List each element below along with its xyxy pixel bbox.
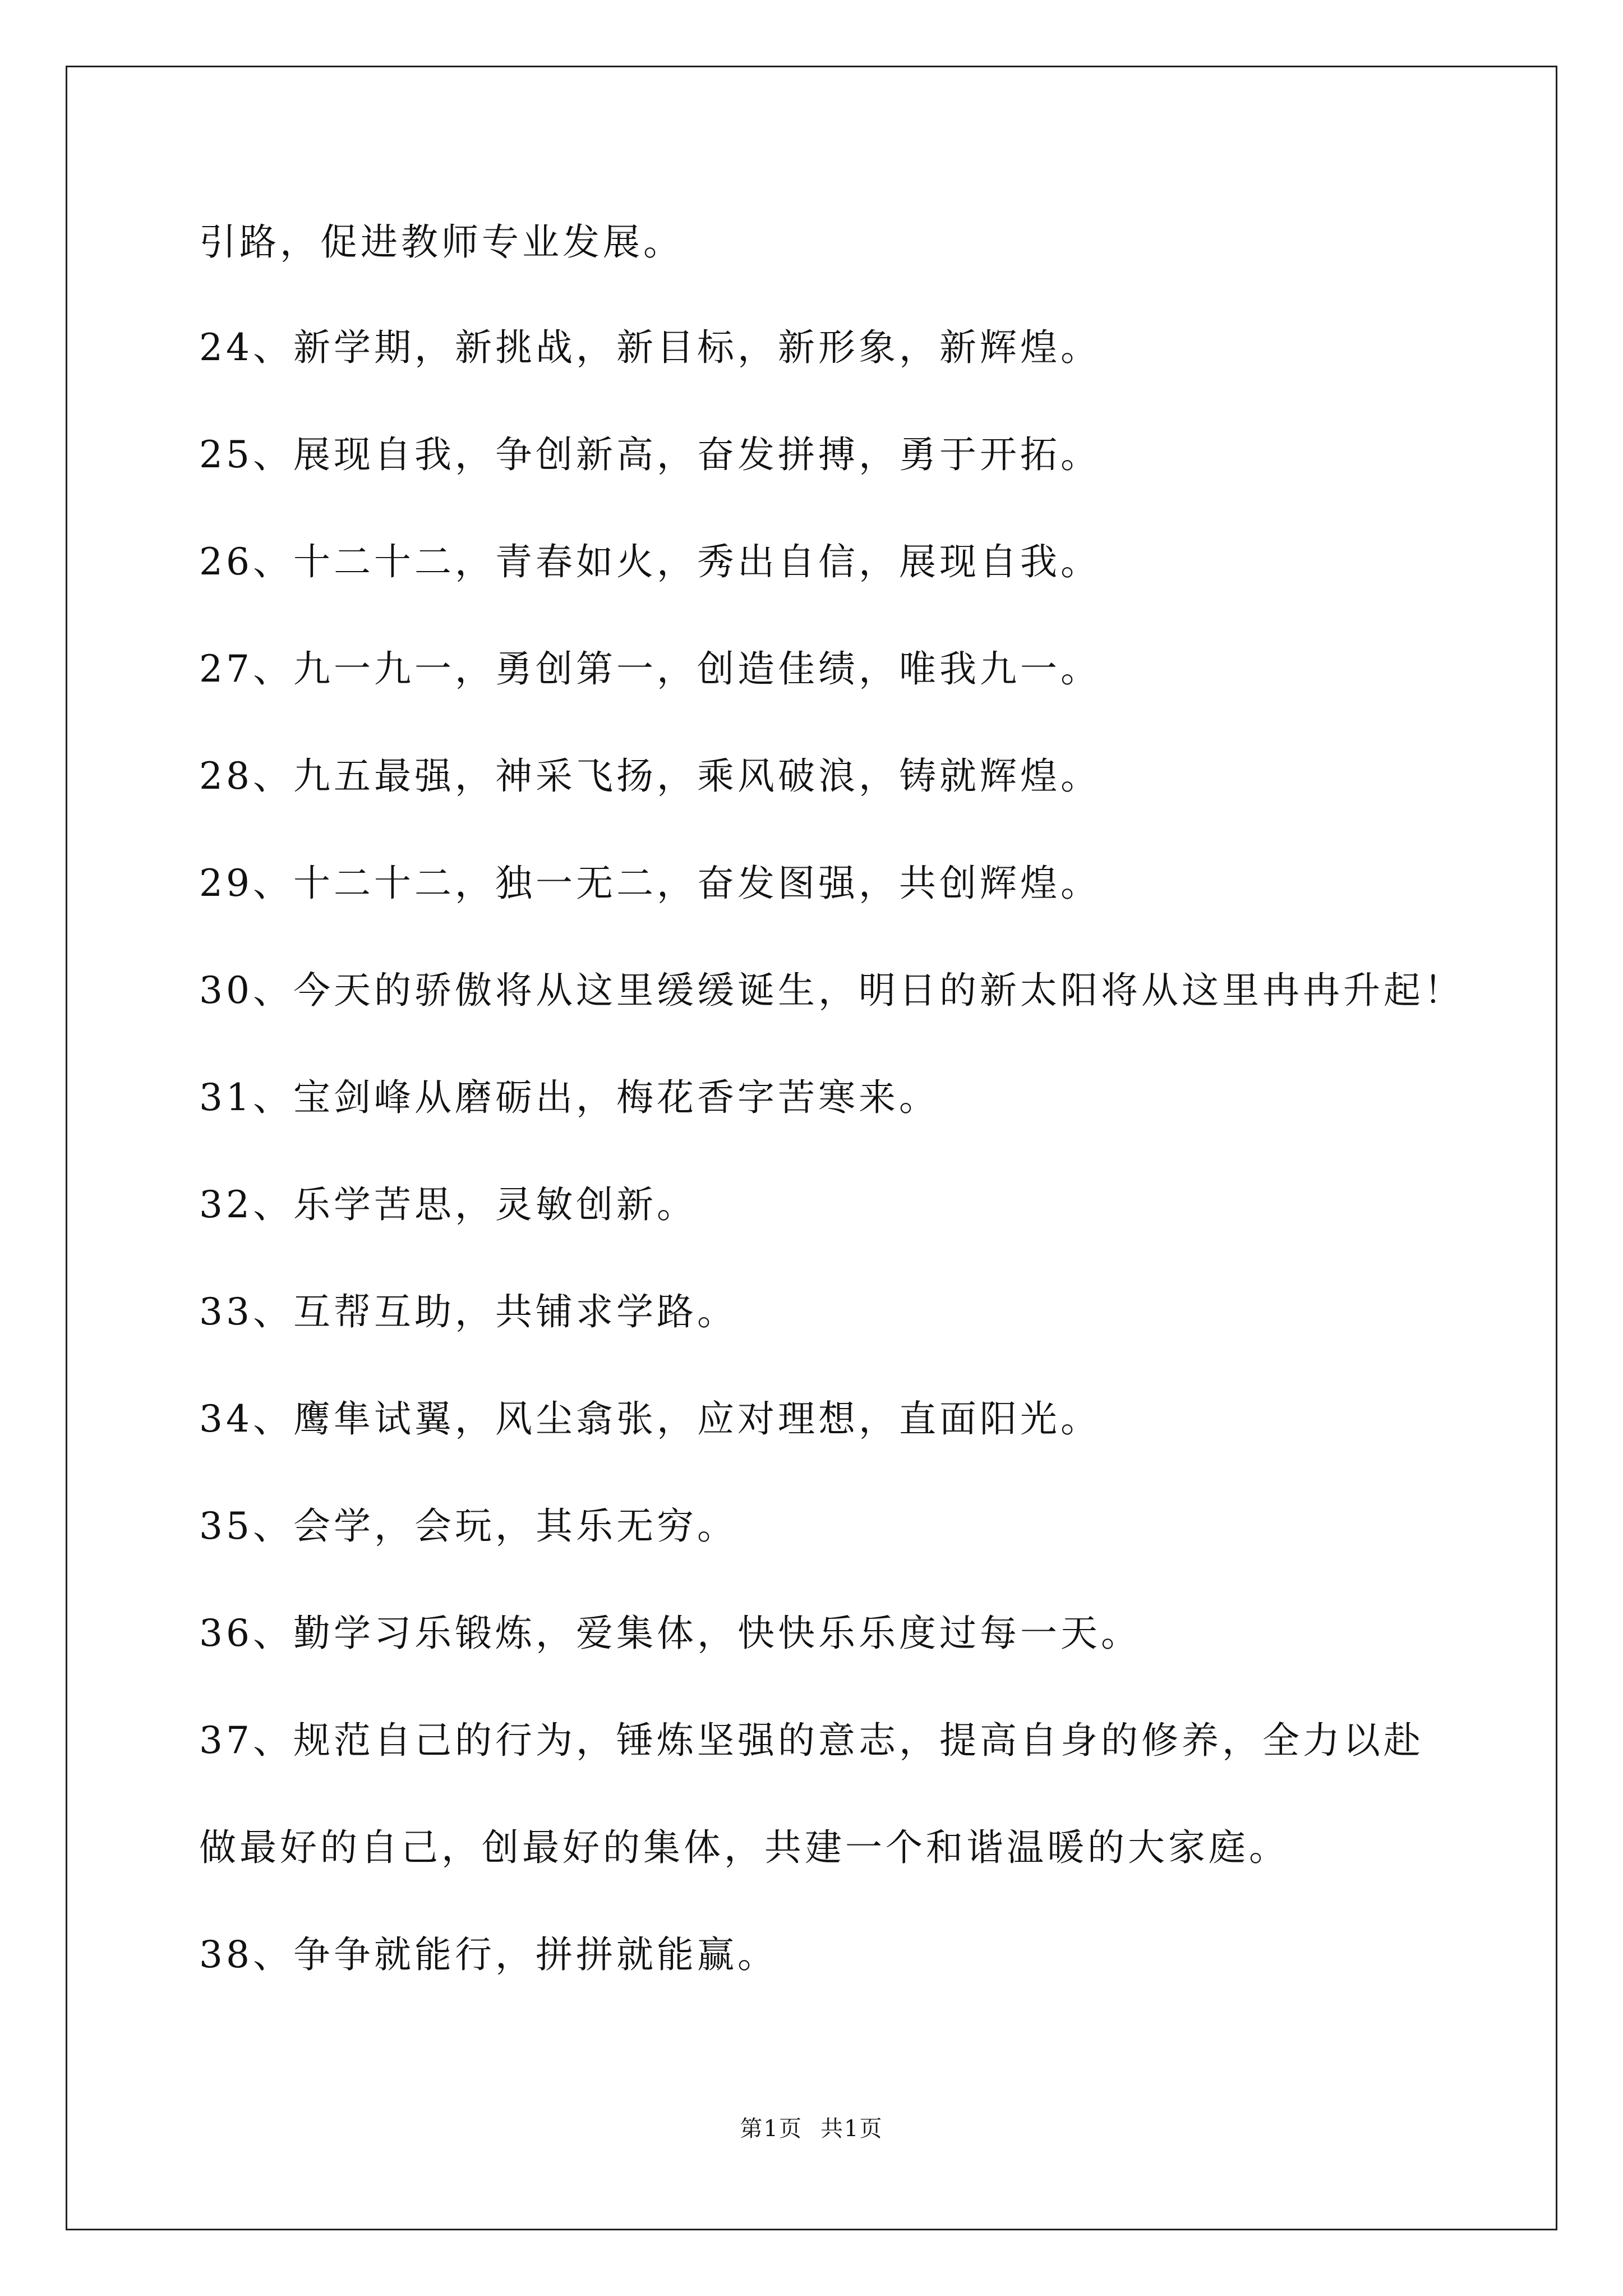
- text-line: 33、互帮互助，共铺求学路。: [199, 1290, 737, 1333]
- text-line: 做最好的自己，创最好的集体，共建一个和谐温暖的大家庭。: [199, 1826, 1289, 1869]
- text-line: 28、九五最强，神采飞扬，乘风破浪，铸就辉煌。: [199, 754, 1101, 798]
- text-line: 37、规范自己的行为，锤炼坚强的意志，提高自身的修养，全力以赴: [199, 1719, 1424, 1762]
- page-number: 第1页: [740, 2116, 803, 2142]
- text-line: 31、宝剑峰从磨砺出，梅花香字苦寒来。: [199, 1076, 939, 1119]
- text-line: 29、十二十二，独一无二，奋发图强，共创辉煌。: [199, 862, 1101, 905]
- text-line: 26、十二十二，青春如火，秀出自信，展现自我。: [199, 540, 1101, 583]
- text-line: 35、会学，会玩，其乐无穷。: [199, 1504, 737, 1548]
- text-line: 27、九一九一，勇创第一，创造佳绩，唯我九一。: [199, 647, 1101, 691]
- total-pages: 共1页: [820, 2116, 883, 2142]
- text-line: 25、展现自我，争创新高，奋发拼搏，勇于开拓。: [199, 433, 1101, 476]
- text-line: 引路，促进教师专业发展。: [199, 220, 684, 264]
- text-line: 32、乐学苦思，灵敏创新。: [199, 1183, 697, 1226]
- page-border: [66, 66, 1557, 2230]
- text-line: 38、争争就能行，拼拼就能赢。: [199, 1933, 778, 1976]
- text-line: 36、勤学习乐锻炼，爱集体，快快乐乐度过每一天。: [199, 1612, 1141, 1655]
- text-line: 30、今天的骄傲将从这里缓缓诞生，明日的新太阳将从这里冉冉升起！: [199, 969, 1464, 1012]
- page-footer: [0, 2115, 1623, 2143]
- text-line: 34、鹰隼试翼，风尘翕张，应对理想，直面阳光。: [199, 1397, 1101, 1441]
- text-line: 24、新学期，新挑战，新目标，新形象，新辉煌。: [199, 326, 1101, 369]
